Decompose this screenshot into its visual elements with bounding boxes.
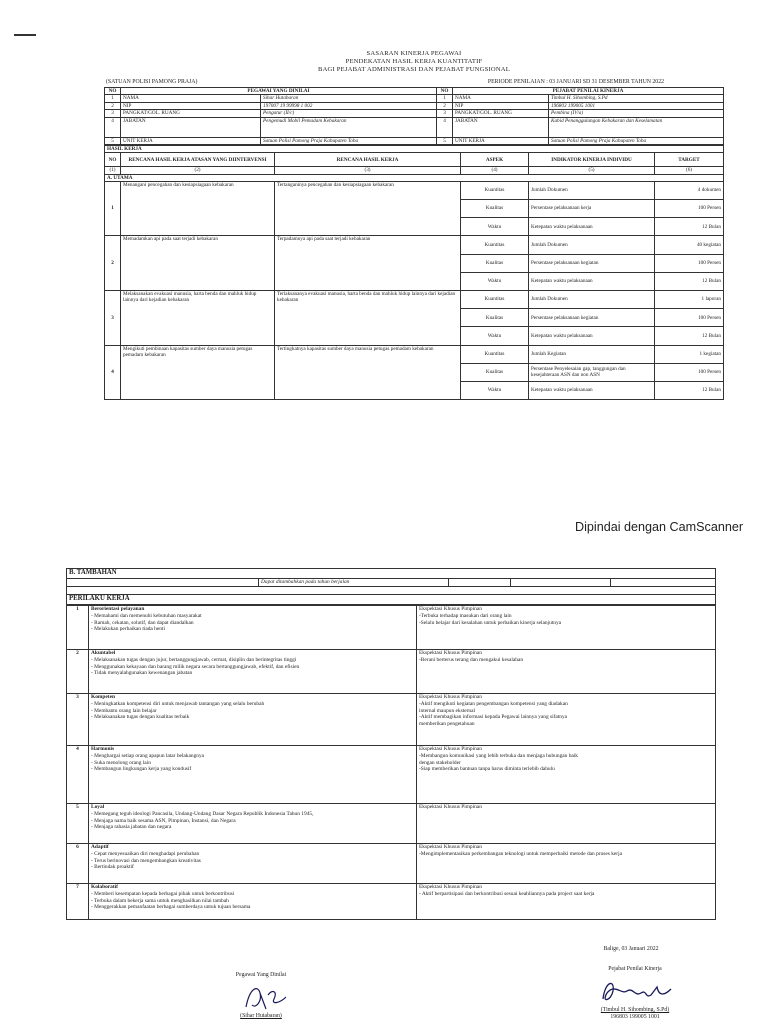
- indicator: Persentase pelaksanaan kegiatan: [529, 309, 655, 327]
- behavior-section-title: PERILAKU KERJA: [67, 595, 716, 605]
- expectation-title: Ekspektasi Khusus Pimpinan: [419, 804, 482, 810]
- col-header: ASPEK: [461, 153, 529, 167]
- document-header: [104, 50, 724, 74]
- item-no: 2: [105, 236, 121, 291]
- expectation-point: -Aktif membagikan informasi kepada Pegawai lainnya yang sifatnya: [419, 714, 568, 721]
- behavior-point: - Terbuka dalam bekerja sama untuk menghasilkan nilai tambah: [91, 897, 229, 904]
- work-results-title: HASIL KERJA: [105, 145, 724, 152]
- identity-row: [105, 95, 724, 102]
- signature-title: Pejabat Penilai Kinerja: [608, 966, 662, 972]
- indicator: Persentase Penyelesaian gap, tanggungan dan kesejahteraan ASN dan non ASN: [529, 363, 655, 381]
- behavior-point: - Menggunakan kekayaan dan barang milik negara secara bertanggungjawab, efektif, dan efisien: [91, 663, 300, 670]
- work-plan: Tertanganinya pencegahan dan kesiapsiagaan kebakaran: [275, 181, 461, 236]
- document-title: SASARAN KINERJA PEGAWAI: [366, 50, 462, 57]
- behavior-title: Kolaboratif: [91, 884, 118, 890]
- behavior-row: [67, 606, 716, 650]
- signature-nip: 196803 199005 1001: [610, 1014, 660, 1020]
- document-subtitle: BAGI PEJABAT ADMINISTRASI DAN PEJABAT FUNGSIONAL: [318, 66, 510, 73]
- signature-name: (Sihar Hutabaran): [240, 1013, 282, 1019]
- field-label: PANGKAT/GOL. RUANG: [453, 110, 549, 117]
- row-no: 5: [105, 137, 121, 144]
- indicator: Ketepatan waktu pelaksanaan: [529, 327, 655, 345]
- expectation-title: Ekspektasi Khusus Pimpinan: [419, 746, 482, 752]
- behavior-point: - Memberi kesempatan kepada berbagai pihak untuk berkontribusi: [91, 890, 235, 897]
- identity-row: [105, 137, 724, 144]
- behavior-list: [91, 613, 414, 633]
- col-index: (1): [105, 167, 121, 174]
- field-label: NAMA: [453, 95, 549, 102]
- expectation-cell: [417, 650, 716, 694]
- target: 12 Bulan: [655, 381, 724, 399]
- behavior-point: - Menggerakkan pemanfaatan berbagai sumberdaya untuk tujuan bersama: [91, 904, 251, 911]
- document-subtitle: PENDEKATAN HASIL KERJA KUANTITATIF: [345, 58, 483, 65]
- expectation-cell: [417, 884, 716, 920]
- work-result-row: [105, 181, 724, 199]
- behavior-list: [91, 753, 414, 773]
- identity-table: [104, 87, 724, 145]
- appraised-employee-header: PEGAWAI YANG DINILAI: [121, 88, 437, 95]
- aspect: Waktu: [461, 381, 529, 399]
- behavior-title: Kompeten: [91, 694, 115, 700]
- signature-image: [216, 979, 306, 1013]
- expectation-cell: [417, 606, 716, 650]
- aspect: Waktu: [461, 218, 529, 236]
- aspect: Kuantitas: [461, 236, 529, 254]
- scan-mark: [14, 34, 36, 36]
- identity-header-row: [105, 88, 724, 95]
- field-value: Kabid Penanggulangan Kebakaran dan Keselamatan: [549, 117, 724, 137]
- field-value: Satuan Polisi Pamong Praja Kabupaten Toba: [549, 137, 724, 144]
- target: 100 Persen: [655, 363, 724, 381]
- unit-organization: (SATUAN POLISI PAMONG PRAJA): [106, 79, 198, 85]
- col-index: (4): [461, 167, 529, 174]
- behavior-cell: [89, 606, 417, 650]
- expectation-title: Ekspektasi Khusus Pimpinan: [419, 650, 482, 656]
- work-result-row: [105, 290, 724, 308]
- row-no: 1: [105, 95, 121, 102]
- target: 100 Persen: [655, 200, 724, 218]
- target: 40 kegiatan: [655, 236, 724, 254]
- right-signature-block: [570, 966, 700, 1024]
- supervisor-plan: Mengikuti pembinaan kapasitas sumber daya manusia petugas pemadam kebakaran: [121, 345, 275, 400]
- expectation-cell: [417, 694, 716, 746]
- indicator: Jumlah Dokumen: [529, 290, 655, 308]
- indicator: Ketepatan waktu pelaksanaan: [529, 381, 655, 399]
- expectation-point: -Siap memberikan bantuan tanpa harus diminta terlebih dahulu: [419, 766, 555, 773]
- field-value: Timbul H. Sihombing, S.Pd: [549, 95, 724, 102]
- skp-page-2: [66, 568, 716, 920]
- behavior-point: - Memahami dan memenuhi kebutuhan masyarakat: [91, 612, 202, 619]
- col-header: RENCANA HASIL KERJA: [275, 153, 461, 167]
- work-results-table: [104, 145, 724, 400]
- target: 1 kegiatan: [655, 345, 724, 363]
- indicator: Persentase pelaksanaan kegiatan: [529, 254, 655, 272]
- place-date: Balige, 03 Januari 2022: [603, 946, 659, 952]
- work-behavior-table: [66, 605, 716, 920]
- expectation-point: dengan stakeholder: [419, 759, 461, 766]
- behavior-no: 4: [67, 746, 89, 804]
- indicator: Ketepatan waktu pelaksanaan: [529, 272, 655, 290]
- target: 12 Bulan: [655, 218, 724, 236]
- behavior-title: Loyal: [91, 804, 105, 810]
- expectation-list: [419, 613, 713, 627]
- target: 4 dokumen: [655, 181, 724, 199]
- signature-name: (Timbul H. Sihombing, S.Pd): [600, 1007, 670, 1013]
- behavior-cell: [89, 804, 417, 844]
- expectation-list: [419, 753, 713, 773]
- expectation-title: Ekspektasi Khusus Pimpinan: [419, 606, 482, 612]
- target: 12 Bulan: [655, 327, 724, 345]
- additional-section-title: B. TAMBAHAN: [67, 569, 716, 579]
- expectation-cell: [417, 804, 716, 844]
- scanner-watermark: Dipindai dengan CamScanner: [575, 520, 744, 534]
- aspect: Kuantitas: [461, 345, 529, 363]
- behavior-point: - Meningkatkan kompetensi diri untuk menjawab tantangan yang selalu berubah: [91, 700, 265, 707]
- expectation-list: [419, 701, 713, 728]
- indicator: Ketepatan waktu pelaksanaan: [529, 218, 655, 236]
- col-index: (3): [275, 167, 461, 174]
- field-label: NIP: [121, 102, 261, 109]
- expectation-point: internal maupun eksternal: [419, 707, 475, 714]
- expectation-point: -Membangun komunikasi yang lebih terbuka dan menjaga hubungan baik: [419, 752, 578, 759]
- indicator: Jumlah Kegiatan: [529, 345, 655, 363]
- expectation-point: -Selalu belajar dari kesalahan untuk perbaikan kinerja selanjutnya: [419, 619, 562, 626]
- aspect: Kuantitas: [461, 181, 529, 199]
- row-no: 4: [437, 117, 453, 137]
- assessment-period: PERIODE PENILAIAN : 03 JANUARI SD 31 DESEMBER TAHUN 2022: [487, 79, 664, 85]
- aspect: Kualitas: [461, 200, 529, 218]
- aspect: Kualitas: [461, 309, 529, 327]
- behavior-point: - Melakukan perbaikan tiada henti: [91, 626, 165, 633]
- aspect: Kualitas: [461, 363, 529, 381]
- behavior-point: - Melaksanakan tugas dengan kualitas terbaik: [91, 714, 190, 721]
- col-header: TARGET: [655, 153, 724, 167]
- field-label: UNIT KERJA: [453, 137, 549, 144]
- field-value: 196803 199005 1001: [549, 102, 724, 109]
- expectation-title: Ekspektasi Khusus Pimpinan: [419, 694, 482, 700]
- work-result-row: [105, 345, 724, 363]
- target: 100 Persen: [655, 309, 724, 327]
- expectation-list: [419, 657, 713, 664]
- row-no: 1: [437, 95, 453, 102]
- supervisor-plan: Memadamkan api pada saat terjadi kebakaran: [121, 236, 275, 291]
- behavior-row: [67, 650, 716, 694]
- aspect: Kualitas: [461, 254, 529, 272]
- behavior-cell: [89, 650, 417, 694]
- behavior-no: 1: [67, 606, 89, 650]
- skp-page-1: [104, 50, 724, 465]
- col-index: (5): [529, 167, 655, 174]
- row-no: 4: [105, 117, 121, 137]
- expectation-cell: [417, 746, 716, 804]
- identity-row: [105, 117, 724, 137]
- field-value: 197007 19 99998 1 002: [261, 102, 437, 109]
- behavior-title: Adaptif: [91, 844, 109, 850]
- behavior-point: - Ramah, cekatan, solutif, dan dapat diandalkan: [91, 619, 194, 626]
- additional-table: [66, 568, 716, 605]
- behavior-list: [91, 657, 414, 677]
- target: 100 Persen: [655, 254, 724, 272]
- field-value: Pengemudi Mobil Pemadam Kebakaran: [261, 117, 437, 137]
- work-plan: Terpadamnya api pada saat terjadi kebakaran: [275, 236, 461, 291]
- work-plan: Tertingkatnya kapasitas sumber daya manusia petugas pemadam kebakaran: [275, 345, 461, 400]
- main-section-label: A. UTAMA: [105, 174, 724, 181]
- indicator: Jumlah Dokumen: [529, 236, 655, 254]
- behavior-point: - Membantu orang lain belajar: [91, 707, 157, 714]
- behavior-no: 3: [67, 694, 89, 746]
- row-no: 5: [437, 137, 453, 144]
- col-no: NO: [105, 88, 121, 95]
- aspect: Waktu: [461, 327, 529, 345]
- row-no: 3: [437, 110, 453, 117]
- field-value: Pembina (IV/a): [549, 110, 724, 117]
- expectation-point: memberikan pengetahuan: [419, 721, 475, 728]
- col-index: (2): [121, 167, 275, 174]
- item-no: 1: [105, 181, 121, 236]
- behavior-cell: [89, 844, 417, 884]
- expectation-point: -Terbuka terhadap masukan dari orang lain: [419, 612, 512, 619]
- behavior-no: 2: [67, 650, 89, 694]
- behavior-row: [67, 694, 716, 746]
- field-value: Sihar Hutabaran: [261, 95, 437, 102]
- behavior-no: 5: [67, 804, 89, 844]
- row-no: 3: [105, 110, 121, 117]
- field-value: Pengatur (II/c): [261, 110, 437, 117]
- work-results-header: [105, 153, 724, 167]
- field-label: NIP: [453, 102, 549, 109]
- behavior-point: - Menjaga nama baik sesama ASN, Pimpinan, Instansi, dan Negara: [91, 817, 236, 824]
- behavior-cell: [89, 694, 417, 746]
- behavior-point: - Terus berinovasi dan mengembangkan kreativitas: [91, 857, 201, 864]
- field-value: Satuan Polisi Pamong Praja Kabupaten Toba: [261, 137, 437, 144]
- field-label: NAMA: [121, 95, 261, 102]
- behavior-row: [67, 884, 716, 920]
- target: 1 laporan: [655, 290, 724, 308]
- expectation-list: [419, 891, 713, 898]
- behavior-point: - Melaksanakan tugas dengan jujur, bertanggungjawab, cermat, disiplin dan berintegritas tinggi: [91, 656, 297, 663]
- behavior-list: [91, 811, 414, 831]
- additional-row: [67, 579, 716, 587]
- behavior-title: Berorientasi pelayanan: [91, 606, 145, 612]
- behavior-point: - Cepat menyesuaikan diri menghadapi perubahan: [91, 850, 200, 857]
- behavior-point: - Menjaga rahasia jabatan dan negara: [91, 824, 172, 831]
- behavior-list: [91, 851, 414, 871]
- supervisor-plan: Melaksanakan evakuasi manusia, harta benda dan mahluk hidup lainnya dari kejadian kebakaran: [121, 290, 275, 345]
- behavior-point: - Memegang teguh ideologi Pancasila, Undang-Undang Dasar Negara Republik Indonesia Tahun 1945,: [91, 810, 314, 817]
- behavior-cell: [89, 746, 417, 804]
- signature-image: [585, 973, 685, 1007]
- column-index-row: [105, 167, 724, 174]
- header-info-line: [104, 78, 724, 87]
- behavior-title: Akuntabel: [91, 650, 116, 656]
- expectation-list: [419, 851, 713, 858]
- field-label: UNIT KERJA: [121, 137, 261, 144]
- additional-note: Dapat ditambahkan pada tahun berjalan: [259, 579, 449, 587]
- behavior-point: - Menghargai setiap orang apapun latar belakangnya: [91, 752, 205, 759]
- field-label: PANGKAT/GOL. RUANG: [121, 110, 261, 117]
- behavior-point: - Membangun lingkungan kerja yang kondusif: [91, 766, 192, 773]
- behavior-point: - Suka menolong orang lain: [91, 759, 151, 766]
- col-header: RENCANA HASIL KERJA ATASAN YANG DIINTERVENSI: [121, 153, 275, 167]
- behavior-row: [67, 804, 716, 844]
- row-no: 2: [437, 102, 453, 109]
- expectation-point: -Mengimplementasikan perkembangan teknologi untuk memperbaiki metode dan proses kerja: [419, 850, 622, 857]
- field-label: JABATAN: [121, 117, 261, 137]
- col-index: (6): [655, 167, 724, 174]
- col-no: NO: [437, 88, 453, 95]
- behavior-title: Harmonis: [91, 746, 115, 752]
- work-result-row: [105, 236, 724, 254]
- expectation-point: - Aktif berpartisipasi dan berkontribusi sesuai keahliannya pada project saat kerja: [419, 890, 595, 897]
- behavior-no: 6: [67, 844, 89, 884]
- col-header: INDIKATOR KINERJA INDIVIDU: [529, 153, 655, 167]
- behavior-row: [67, 844, 716, 884]
- behavior-list: [91, 891, 414, 911]
- behavior-no: 7: [67, 884, 89, 920]
- item-no: 3: [105, 290, 121, 345]
- col-header: NO: [105, 153, 121, 167]
- appraiser-header: PEJABAT PENILAI KINERJA: [453, 88, 724, 95]
- identity-row: [105, 102, 724, 109]
- expectation-point: -Aktif mengikuti kegiatan pengembangan kompetensi yang diadakan: [419, 700, 568, 707]
- aspect: Kuantitas: [461, 290, 529, 308]
- behavior-cell: [89, 884, 417, 920]
- behavior-point: - Bertindak proaktif: [91, 864, 134, 871]
- expectation-cell: [417, 844, 716, 884]
- behavior-point: - Tidak menyalahgunakan kewenangan jabatan: [91, 670, 193, 677]
- left-signature-block: [196, 972, 326, 1024]
- expectation-title: Ekspektasi Khusus Pimpinan: [419, 884, 482, 890]
- expectation-point: -Berani berterus terang dan mengakui kesalahan: [419, 656, 524, 663]
- row-no: 2: [105, 102, 121, 109]
- behavior-list: [91, 701, 414, 721]
- supervisor-plan: Menangani pencegahan dan kesiapsiagaan kebakaran: [121, 181, 275, 236]
- indicator: Jumlah Dokumen: [529, 181, 655, 199]
- indicator: Persentase pelaksanaan kerja: [529, 200, 655, 218]
- behavior-row: [67, 746, 716, 804]
- identity-row: [105, 110, 724, 117]
- item-no: 4: [105, 345, 121, 400]
- target: 12 Bulan: [655, 272, 724, 290]
- signature-title: Pegawai Yang Dinilai: [235, 972, 287, 978]
- field-label: JABATAN: [453, 117, 549, 137]
- aspect: Waktu: [461, 272, 529, 290]
- expectation-title: Ekspektasi Khusus Pimpinan: [419, 844, 482, 850]
- work-plan: Terlaksananya evakuasi manusia, harta benda dan mahluk hidup lainnya dari kejadian kebakaran: [275, 290, 461, 345]
